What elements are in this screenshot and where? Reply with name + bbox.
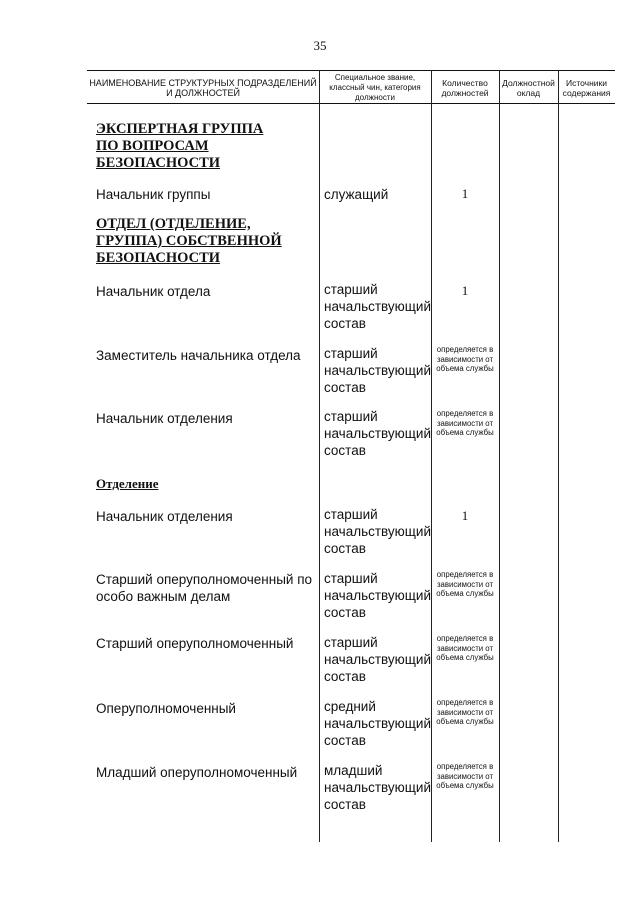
position-category: служащий	[324, 187, 389, 202]
position-category: средний начальствующий состав	[324, 699, 431, 748]
position-category: старший начальствующий состав	[324, 346, 431, 395]
position-category: младший начальствующий состав	[324, 763, 431, 812]
subsection-title: Отделение	[96, 476, 159, 491]
position-quantity: определяется в зависимости от объема службы	[436, 570, 494, 598]
position-quantity: 1	[461, 508, 469, 523]
position-quantity: определяется в зависимости от объема службы	[436, 634, 494, 662]
position-category: старший начальствующий состав	[324, 282, 431, 331]
page-number: 35	[313, 38, 327, 53]
position-name: Начальник отделения	[96, 411, 233, 426]
position-category: старший начальствующий состав	[324, 507, 431, 556]
position-quantity: определяется в зависимости от объема службы	[436, 762, 494, 790]
section-title: ЭКСПЕРТНАЯ ГРУППА ПО ВОПРОСАМ БЕЗОПАСНОСТИ	[96, 121, 264, 171]
position-name: Старший оперуполномоченный	[96, 636, 294, 651]
position-category: старший начальствующий состав	[324, 635, 431, 684]
position-quantity: определяется в зависимости от объема службы	[436, 409, 494, 437]
position-category: старший начальствующий состав	[324, 571, 431, 620]
position-name: Младший оперуполномоченный	[96, 765, 298, 780]
column-divider	[558, 70, 559, 842]
position-quantity: 1	[461, 283, 469, 298]
header-salary: Должностной оклад	[502, 77, 555, 98]
header-funding-source: Источники содержания	[562, 77, 611, 98]
column-divider	[499, 70, 500, 842]
position-name: Старший оперуполномоченный по особо важным делам	[96, 572, 313, 604]
position-name: Начальник группы	[96, 187, 211, 202]
position-quantity: 1	[461, 186, 469, 201]
header-quantity: Количество должностей	[441, 77, 489, 98]
table-header-rule	[87, 103, 615, 104]
position-name: Заместитель начальника отдела	[96, 348, 301, 363]
section-title: ОТДЕЛ (ОТДЕЛЕНИЕ, ГРУППА) СОБСТВЕННОЙ БЕЗОПАСНОСТИ	[96, 216, 282, 266]
header-structural-units: НАИМЕНОВАНИЕ СТРУКТУРНЫХ ПОДРАЗДЕЛЕНИЙ И ДОЛЖНОСТЕЙ	[89, 77, 317, 98]
table-top-rule	[87, 70, 615, 71]
position-name: Начальник отделения	[96, 509, 233, 524]
position-quantity: определяется в зависимости от объема службы	[436, 698, 494, 726]
position-name: Начальник отдела	[96, 284, 211, 299]
position-category: старший начальствующий состав	[324, 409, 431, 458]
header-rank-category: Специальное звание, классный чин, категория должности	[329, 72, 421, 102]
column-divider	[319, 70, 320, 842]
position-quantity: определяется в зависимости от объема службы	[436, 345, 494, 373]
position-name: Оперуполномоченный	[96, 701, 236, 716]
